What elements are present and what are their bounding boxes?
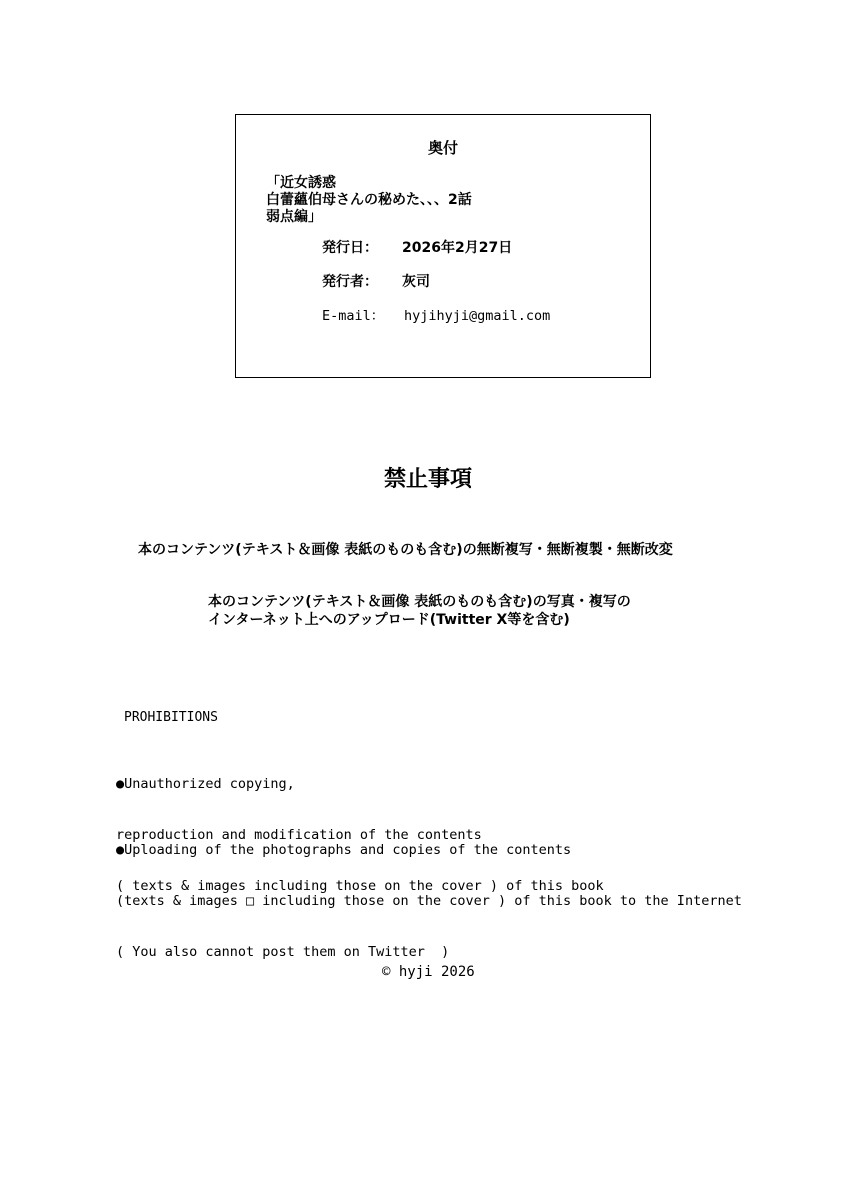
- copyright-notice: © hyji 2026: [382, 964, 475, 980]
- prohibitions-en-heading: PROHIBITIONS: [124, 710, 218, 725]
- en-prohibition-2-line-2: (texts & images □ including those on the cover ) of this book to the Internet: [116, 893, 742, 909]
- jp-prohibition-2-line-2: インターネット上へのアップロード(Twitter X等を含む): [208, 612, 570, 628]
- jp-prohibition-1: 本のコンテンツ(テキスト＆画像 表紙のものも含む)の無断複写・無断複製・無断改変: [138, 542, 673, 558]
- work-title: [266, 175, 472, 226]
- jp-prohibition-2-line-1: 本のコンテンツ(テキスト＆画像 表紙のものも含む)の写真・複写の: [208, 594, 631, 610]
- publisher-row: [322, 271, 430, 291]
- en-prohibition-1-line-2: reproduction and modification of the contents: [116, 827, 482, 843]
- en-prohibition-1-line-3: ( texts & images including those on the cover ) of this book: [116, 878, 604, 894]
- publisher-label: 発行者：: [322, 274, 378, 290]
- work-title-line-3: 弱点編」: [266, 209, 322, 225]
- email-value: hyjihyji@gmail.com: [404, 308, 551, 324]
- colophon-heading: 奥付: [427, 139, 458, 157]
- en-prohibition-1-line-1: ●Unauthorized copying,: [116, 776, 295, 792]
- publish-date-value: 2026年2月27日: [402, 240, 513, 256]
- work-title-line-1: 「近女誘惑: [266, 175, 336, 191]
- en-prohibition-2: [116, 808, 742, 978]
- email-row: [322, 304, 550, 324]
- prohibitions-title: 禁止事項: [383, 467, 472, 492]
- publish-date-label: 発行日：: [322, 240, 378, 256]
- email-label: E-mail：: [322, 308, 385, 324]
- en-prohibition-2-line-3: ( You also cannot post them on Twitter ): [116, 944, 450, 960]
- publish-date-row: [322, 237, 512, 257]
- en-prohibition-2-line-1: ●Uploading of the photographs and copies of the contents: [116, 842, 572, 858]
- publisher-value: 灰司: [402, 274, 430, 290]
- work-title-line-2: 白蕾蘊伯母さんの秘めた、、、2話: [266, 192, 472, 208]
- colophon-box: [235, 114, 651, 378]
